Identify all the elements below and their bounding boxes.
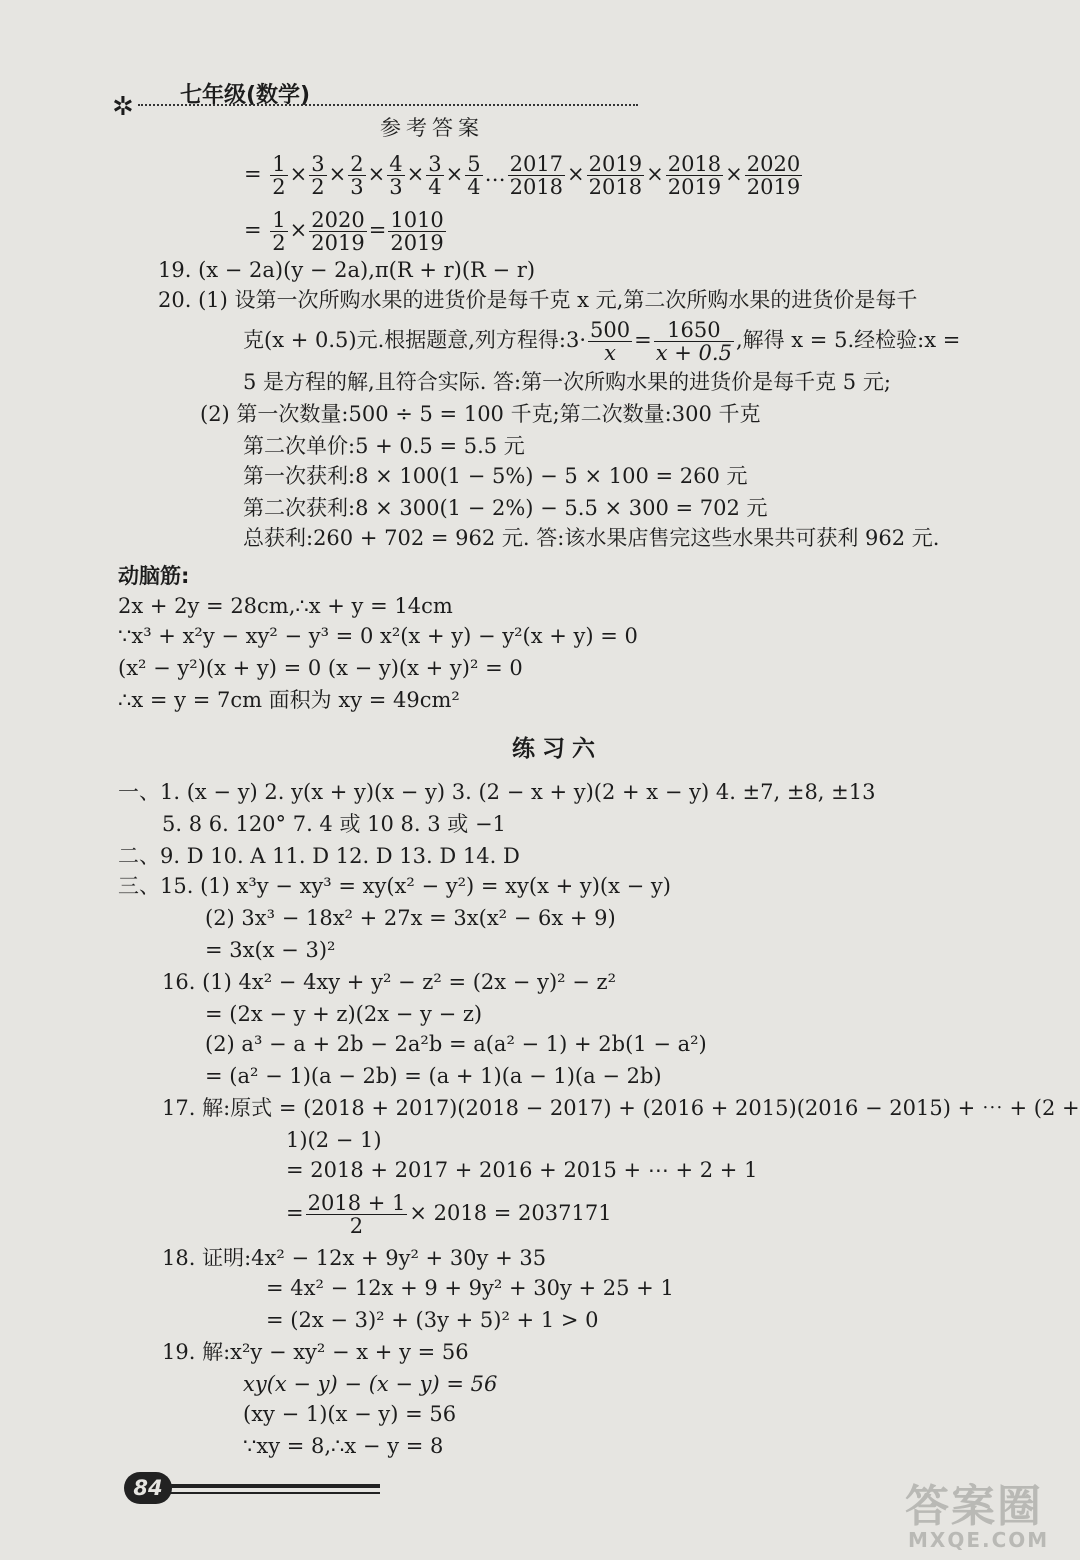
- answer-20-line8: 总获利:260 + 702 = 962 元. 答:该水果店售完这些水果共可获利 962 元.: [243, 526, 940, 550]
- numerator: 1: [272, 152, 286, 176]
- ex6-line12: 1)(2 − 1): [286, 1128, 382, 1152]
- denominator: 2019: [746, 175, 801, 199]
- denominator: 2: [349, 1214, 364, 1238]
- watermark-logo: 答案圈: [905, 1481, 1043, 1532]
- numerator: 2020: [311, 208, 365, 232]
- fraction: [306, 1192, 408, 1237]
- denominator: 2018: [588, 175, 643, 199]
- operator: ×: [289, 162, 308, 186]
- fraction: [270, 209, 287, 254]
- operator: ×: [367, 162, 386, 186]
- ex6-line2: 5. 8 6. 120° 7. 4 或 10 8. 3 或 −1: [162, 812, 506, 836]
- header-divider: [138, 104, 638, 106]
- fraction: [388, 209, 445, 254]
- footer-bar-thin: [168, 1492, 380, 1494]
- brain-line3: (x² − y²)(x + y) = 0 (x − y)(x + y)² = 0: [118, 656, 523, 680]
- ex6-line13: = 2018 + 2017 + 2016 + 2015 + ⋯ + 2 + 1: [286, 1158, 758, 1182]
- ex6-line9: (2) a³ − a + 2b − 2a²b = a(a² − 1) + 2b(1 − a²): [205, 1032, 707, 1056]
- answer-20-line3: 5 是方程的解,且符合实际. 答:第一次所购水果的进货价是每千克 5 元;: [243, 370, 891, 394]
- answer-19: 19. (x − 2a)(y − 2a),π(R + r)(R − r): [158, 258, 536, 282]
- grade-header: 七年级(数学): [180, 83, 311, 108]
- fraction-result-line: = $\frac{1}{2}$ × $\frac{2020}{2019}$ = $\frac{1010}{2019}$: [244, 208, 444, 255]
- answer-20-line5: 第二次单价:5 + 0.5 = 5.5 元: [243, 434, 525, 458]
- fraction: [666, 153, 723, 198]
- brain-line2: ∵x³ + x²y − xy² − y³ = 0 x²(x + y) − y²(x + y) = 0: [118, 624, 638, 648]
- watermark-url: MXQE.COM: [908, 1528, 1050, 1552]
- text: × 2018 = 2037171: [409, 1201, 612, 1225]
- ex6-line3: 二、9. D 10. A 11. D 12. D 13. D 14. D: [118, 844, 520, 868]
- operator: …: [484, 162, 506, 186]
- denominator: 2019: [311, 231, 365, 255]
- numerator: 1650: [654, 319, 734, 342]
- fraction: [465, 153, 482, 198]
- denominator: 3: [389, 175, 403, 199]
- ex6-line10: = (a² − 1)(a − 2b) = (a + 1)(a − 1)(a − 2b): [205, 1064, 662, 1088]
- equals-sign: =: [244, 162, 262, 186]
- equals-sign: =: [286, 1201, 304, 1225]
- flower-icon: ✲: [112, 92, 134, 122]
- section-title: 参考答案: [380, 116, 484, 140]
- denominator: 2: [272, 231, 286, 255]
- fraction: [426, 153, 443, 198]
- denominator: 2019: [667, 175, 722, 199]
- ex6-line21: ∵xy = 8,∴x − y = 8: [243, 1434, 444, 1458]
- fraction: [588, 319, 632, 364]
- operator: ×: [646, 162, 664, 186]
- numerator: 2020: [746, 152, 801, 176]
- brain-line1: 2x + 2y = 28cm,∴x + y = 14cm: [118, 594, 453, 618]
- ex6-line8: = (2x − y + z)(2x − y − z): [205, 1002, 483, 1026]
- fraction: [508, 153, 565, 198]
- numerator: 3: [428, 152, 442, 176]
- denominator: 2019: [390, 231, 444, 255]
- text: 克(x + 0.5)元.根据题意,列方程得:3·: [243, 328, 587, 352]
- answer-20-line1: 20. (1) 设第一次所购水果的进货价是每千克 x 元,第二次所购水果的进货价是每千: [158, 288, 918, 312]
- ex6-line5: (2) 3x³ − 18x² + 27x = 3x(x² − 6x + 9): [205, 906, 616, 930]
- equals-sign: =: [244, 218, 262, 242]
- numerator: 500: [590, 318, 631, 342]
- denominator: 3: [350, 175, 364, 199]
- ex6-line18: 19. 解:x²y − xy² − x + y = 56: [162, 1340, 469, 1364]
- denominator: 2: [311, 175, 325, 199]
- numerator: 2018: [667, 152, 722, 176]
- fraction-product-line: [244, 150, 804, 198]
- ex6-line20: (xy − 1)(x − y) = 56: [243, 1402, 457, 1426]
- ex6-line4: 三、15. (1) x³y − xy³ = xy(x² − y²) = xy(x + y)(x − y): [118, 874, 671, 898]
- ex6-line6: = 3x(x − 3)²: [205, 938, 336, 962]
- ex6-line11: 17. 解:原式 = (2018 + 2017)(2018 − 2017) + (2016 + 2015)(2016 − 2015) + ⋯ + (2 +: [162, 1096, 1080, 1120]
- operator: ×: [725, 162, 743, 186]
- denominator: 4: [428, 175, 442, 199]
- denominator: 2: [272, 175, 286, 199]
- operator: ×: [328, 162, 347, 186]
- brain-title: 动脑筋:: [118, 564, 190, 588]
- numerator: 1: [272, 208, 286, 232]
- answer-20-line4: (2) 第一次数量:500 ÷ 5 = 100 千克;第二次数量:300 千克: [200, 402, 761, 426]
- numerator: 2017: [509, 152, 564, 176]
- denominator: x: [604, 341, 617, 365]
- fraction: [587, 153, 644, 198]
- numerator: 3: [311, 152, 325, 176]
- fraction: [270, 153, 287, 198]
- answer-20-line2: 克(x + 0.5)元.根据题意,列方程得:3· $\frac{500}{x}$ = $\frac{1650}{x + 0.5}$ ,解得 x = 5.经检验:x =: [243, 318, 961, 365]
- footer-bar: [168, 1484, 380, 1488]
- fraction: [745, 153, 802, 198]
- denominator: 2018: [509, 175, 564, 199]
- ex6-line16: = 4x² − 12x + 9 + 9y² + 30y + 25 + 1: [266, 1276, 674, 1300]
- operator: ×: [406, 162, 425, 186]
- ex6-line17: = (2x − 3)² + (3y + 5)² + 1 > 0: [266, 1308, 599, 1332]
- numerator: 4: [389, 152, 403, 176]
- exercise-title: 练习六: [512, 736, 602, 762]
- fraction: [348, 153, 365, 198]
- fraction: [387, 153, 404, 198]
- ex6-line14: [286, 1188, 612, 1238]
- fraction: [309, 209, 366, 254]
- page-number: 84: [124, 1472, 172, 1504]
- ex6-line7: 16. (1) 4x² − 4xy + y² − z² = (2x − y)² − z²: [162, 970, 616, 994]
- answer-20-line7: 第二次获利:8 × 300(1 − 2%) − 5.5 × 300 = 702 元: [243, 496, 768, 520]
- text: ,解得 x = 5.经检验:x =: [735, 328, 961, 352]
- operator: ×: [445, 162, 464, 186]
- brain-line4: ∴x = y = 7cm 面积为 xy = 49cm²: [118, 688, 460, 712]
- operator: ×: [567, 162, 585, 186]
- ex6-line15: 18. 证明:4x² − 12x + 9y² + 30y + 35: [162, 1246, 547, 1270]
- numerator: 2019: [588, 152, 643, 176]
- fraction: [309, 153, 326, 198]
- numerator: 5: [467, 152, 481, 176]
- fraction-row: [268, 152, 804, 199]
- denominator: 4: [467, 175, 481, 199]
- ex6-line1: 一、1. (x − y) 2. y(x + y)(x − y) 3. (2 − x + y)(2 + x − y) 4. ±7, ±8, ±13: [118, 780, 876, 804]
- answer-20-line6: 第一次获利:8 × 100(1 − 5%) − 5 × 100 = 260 元: [243, 464, 748, 488]
- numerator: 2: [350, 152, 364, 176]
- numerator: 2018 + 1: [307, 1191, 406, 1215]
- fraction: [654, 319, 734, 364]
- ex6-line19: xy(x − y) − (x − y) = 56: [243, 1372, 498, 1396]
- numerator: 1010: [390, 208, 444, 232]
- denominator: x + 0.5: [655, 341, 732, 365]
